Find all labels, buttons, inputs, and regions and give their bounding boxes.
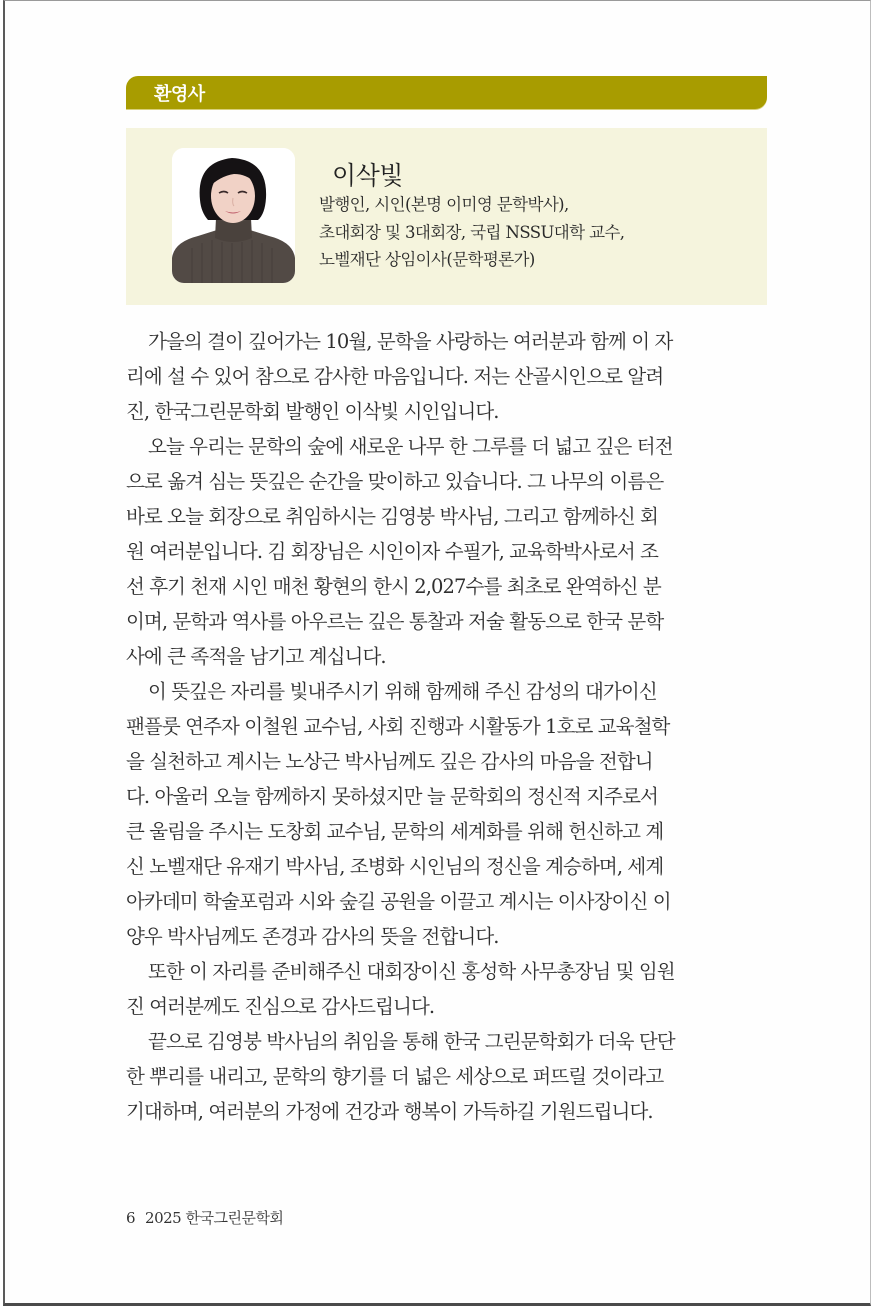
welcome-speech-body xyxy=(126,324,771,1129)
text-line: 리에 설 수 있어 참으로 감사한 마음입니다. 저는 산골시인으로 알려 xyxy=(126,365,664,388)
text-line: 바로 오늘 회장으로 취임하시는 김영붕 박사님, 그리고 함께하신 회 xyxy=(126,505,658,528)
profile-description xyxy=(319,191,624,274)
text-line: 한 뿌리를 내리고, 문학의 향기를 더 넓은 세상으로 퍼뜨릴 것이라고 xyxy=(126,1065,664,1088)
text-line: 가을의 결이 깊어가는 10월, 문학을 사랑하는 여러분과 함께 이 자 xyxy=(148,330,673,353)
portrait-image-icon xyxy=(172,148,295,283)
text-line: 선 후기 천재 시인 매천 황현의 한시 2,027수를 최초로 완역하신 분 xyxy=(126,575,661,598)
text-line: 또한 이 자리를 준비해주신 대회장이신 홍성학 사무총장님 및 임원 xyxy=(148,960,675,983)
text-line: 이며, 문학과 역사를 아우르는 깊은 통찰과 저술 활동으로 한국 문학 xyxy=(126,610,664,633)
page-frame xyxy=(3,0,871,1306)
text-line: 사에 큰 족적을 남기고 계십니다. xyxy=(126,645,386,668)
text-line: 팬플룻 연주자 이철원 교수님, 사회 진행과 시활동가 1호로 교육철학 xyxy=(126,715,670,738)
text-line: 으로 옮겨 심는 뜻깊은 순간을 맞이하고 있습니다. 그 나무의 이름은 xyxy=(126,470,664,493)
profile-description-line: 발행인, 시인(본명 이미영 문학박사), xyxy=(319,195,569,214)
text-line: 기대하며, 여러분의 가정에 건강과 행복이 가득하길 기원드립니다. xyxy=(126,1100,653,1123)
text-line: 오늘 우리는 문학의 숲에 새로운 나무 한 그루를 더 넓고 깊은 터전 xyxy=(148,435,673,458)
section-title: 환영사 xyxy=(154,84,205,105)
profile-name: 이삭빛 xyxy=(332,161,403,190)
text-line: 신 노벨재단 유재기 박사님, 조병화 시인님의 정신을 계승하며, 세계 xyxy=(126,855,664,878)
profile-description-line: 노벨재단 상임이사(문학평론가) xyxy=(319,250,535,269)
publication-name: 2025 한국그린문학회 xyxy=(145,1209,284,1227)
text-line: 원 여러분입니다. 김 회장님은 시인이자 수필가, 교육학박사로서 조 xyxy=(126,540,658,563)
text-line: 진 여러분께도 진심으로 감사드립니다. xyxy=(126,995,435,1018)
portrait-photo xyxy=(172,148,295,283)
text-line: 이 뜻깊은 자리를 빛내주시기 위해 함께해 주신 감성의 대가이신 xyxy=(148,680,657,703)
text-line: 끝으로 김영붕 박사님의 취임을 통해 한국 그린문학회가 더욱 단단 xyxy=(148,1030,675,1053)
text-line: 아카데미 학술포럼과 시와 숲길 공원을 이끌고 계시는 이사장이신 이 xyxy=(126,890,671,913)
section-banner xyxy=(126,76,767,109)
text-line: 다. 아울러 오늘 함께하지 못하셨지만 늘 문학회의 정신적 지주로서 xyxy=(126,785,658,808)
text-line: 양우 박사님께도 존경과 감사의 뜻을 전합니다. xyxy=(126,925,499,948)
profile-description-line: 초대회장 및 3대회장, 국립 NSSU대학 교수, xyxy=(319,222,625,242)
text-line: 큰 울림을 주시는 도창회 교수님, 문학의 세계화를 위해 헌신하고 계 xyxy=(126,820,664,843)
profile-box xyxy=(126,128,767,305)
text-line: 을 실천하고 계시는 노상근 박사님께도 깊은 감사의 마음을 전합니 xyxy=(126,750,653,773)
page-footer xyxy=(126,1207,293,1228)
text-line: 진, 한국그린문학회 발행인 이삭빛 시인입니다. xyxy=(126,400,499,423)
page-number: 6 xyxy=(126,1209,136,1227)
